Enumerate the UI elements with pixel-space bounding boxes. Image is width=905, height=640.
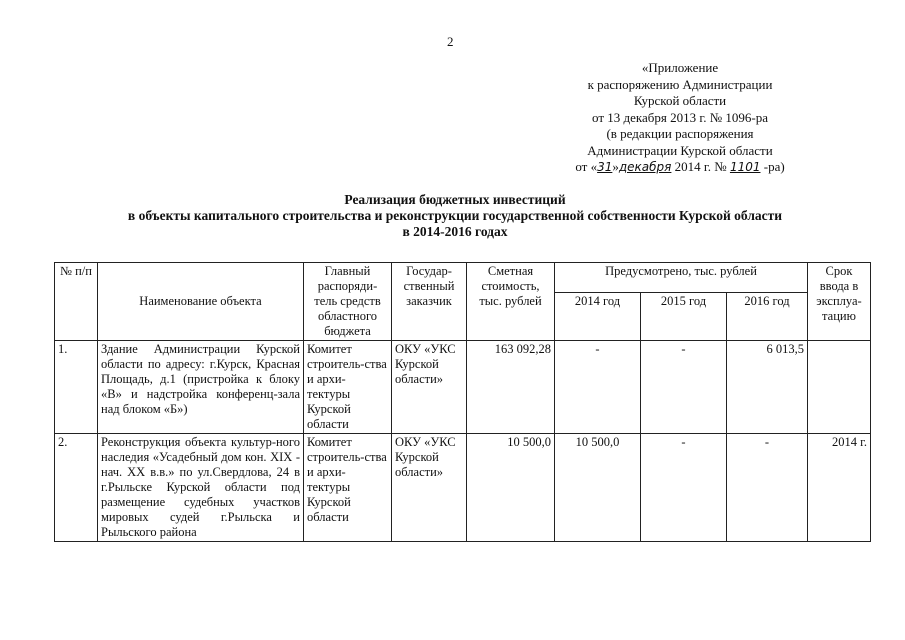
header-planned: Предусмотрено, тыс. рублей xyxy=(555,263,808,293)
header-2016: 2016 год xyxy=(727,293,808,341)
order-number: 1101 xyxy=(729,160,761,174)
date-suffix: -ра) xyxy=(760,159,785,174)
cell-2015: - xyxy=(641,434,727,542)
cell-name: Реконструкция объекта культур-ного наследия «Усадебный дом кон. XIX - нач. XX в.в.» по ул.Свердлова, 24 в г.Рыльске Курской области под размещение судебных участков мировых судей г.Рыльска и Рыльского района xyxy=(98,434,304,542)
cell-num: 1. xyxy=(55,341,98,434)
header-2015: 2015 год xyxy=(641,293,727,341)
annex-line: (в редакции распоряжения xyxy=(606,126,754,141)
date-month: декабря xyxy=(618,160,672,174)
title-line: в объекты капитального строительства и реконструкции государственной собственности Курской области xyxy=(127,208,783,223)
header-name: Наименование объекта xyxy=(98,263,304,341)
table-row xyxy=(55,434,871,542)
page-number: 2 xyxy=(447,34,454,49)
annex-line: Администрации Курской области xyxy=(587,142,773,158)
cell-term: 2014 г. xyxy=(808,434,871,542)
header-manager: Главный распоряди-тель средств областного бюджета xyxy=(304,263,392,341)
annex-date-line xyxy=(520,159,840,176)
date-prefix: от « xyxy=(575,159,598,174)
annex-line: Курской области xyxy=(633,93,727,108)
cell-customer: ОКУ «УКС Курской области» xyxy=(392,341,467,434)
table-row xyxy=(55,341,871,434)
annex-line: от 13 декабря 2013 г. № 1096-ра xyxy=(592,109,768,125)
title-line: Реализация бюджетных инвестиций xyxy=(344,192,566,207)
cell-manager: Комитет строитель-ства и архи-тектуры Курской области xyxy=(304,341,392,434)
date-mid: » xyxy=(612,159,619,174)
cell-2016: - xyxy=(727,434,808,542)
header-2014: 2014 год xyxy=(555,293,641,341)
title-line: в 2014-2016 годах xyxy=(402,224,508,239)
cell-num: 2. xyxy=(55,434,98,542)
cell-2014: - xyxy=(555,341,641,434)
header-term: Срок ввода в эксплуа-тацию xyxy=(808,263,871,341)
header-cost: Сметная стоимость, тыс. рублей xyxy=(467,263,555,341)
cell-2015: - xyxy=(641,341,727,434)
cell-term xyxy=(808,341,871,434)
cell-cost: 10 500,0 xyxy=(467,434,555,542)
annex-header xyxy=(520,60,840,176)
header-num: № п/п xyxy=(55,263,98,341)
header-customer: Государ-ственный заказчик xyxy=(392,263,467,341)
date-day: 31 xyxy=(597,160,613,174)
cell-manager: Комитет строитель-ства и архи-тектуры Курской области xyxy=(304,434,392,542)
cell-2016: 6 013,5 xyxy=(727,341,808,434)
cell-2014: 10 500,0 xyxy=(555,434,641,542)
cell-cost: 163 092,28 xyxy=(467,341,555,434)
cell-name: Здание Администрации Курской области по адресу: г.Курск, Красная Площадь, д.1 (пристройка к блоку «В» и надстройка конференц-зала над блоком «Б») xyxy=(98,341,304,434)
investment-table xyxy=(54,262,871,542)
date-mid2: 2014 г. № xyxy=(671,159,730,174)
document-title xyxy=(40,192,870,240)
annex-line: «Приложение xyxy=(641,60,719,75)
cell-customer: ОКУ «УКС Курской области» xyxy=(392,434,467,542)
annex-line: к распоряжению Администрации xyxy=(587,76,773,92)
table-header-row xyxy=(55,263,871,293)
